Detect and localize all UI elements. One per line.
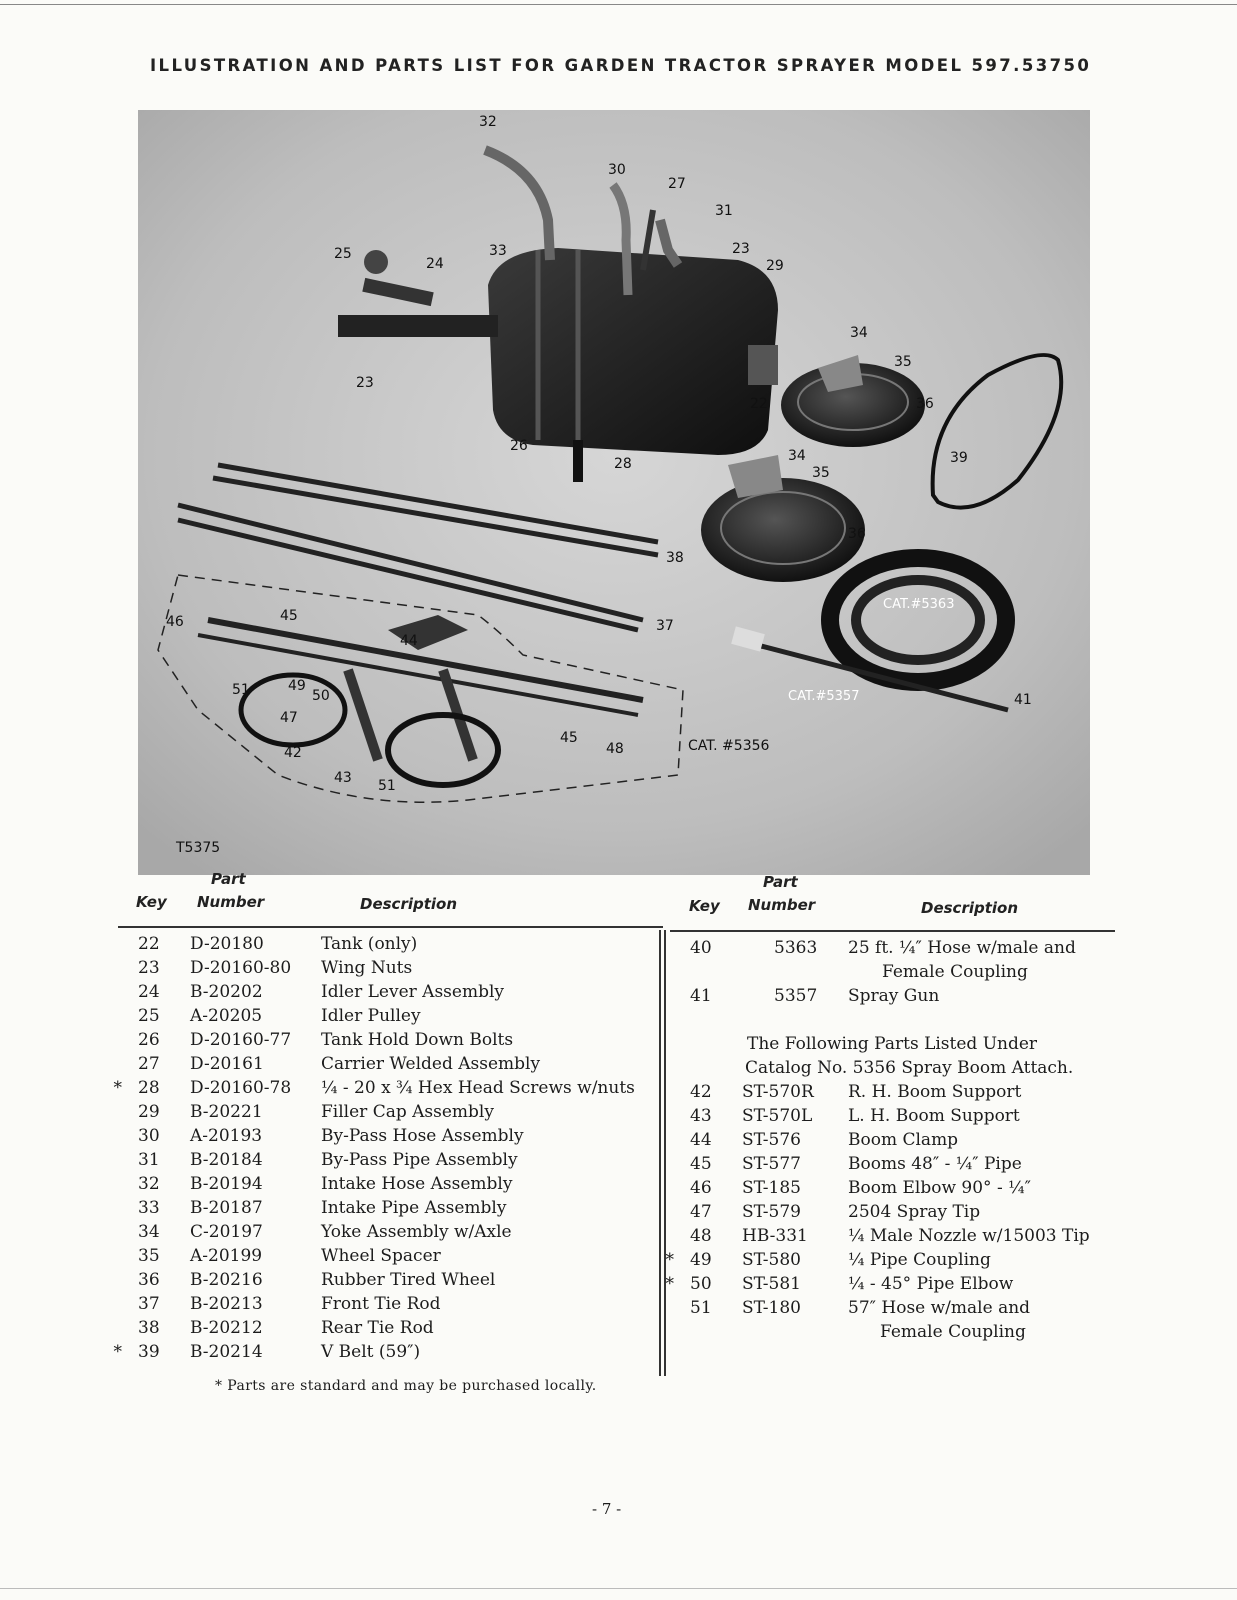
callout-27: 27	[668, 176, 686, 192]
table-row: * 50 ST-581 ¼ - 45° Pipe Elbow	[665, 1274, 1014, 1294]
right-parts-list-top	[690, 936, 1110, 1008]
callout-39: 39	[950, 450, 968, 466]
page-title: ILLUSTRATION AND PARTS LIST FOR GARDEN TRACTOR SPRAYER MODEL 597.53750	[150, 56, 1092, 75]
table-row: 31 B-20184 By-Pass Pipe Assembly	[138, 1150, 518, 1170]
callout-23-left: 23	[356, 375, 374, 391]
left-header-number: Number	[197, 893, 265, 911]
table-row: 42 ST-570R R. H. Boom Support	[690, 1082, 1022, 1102]
table-row: * 39 B-20214 V Belt (59″)	[113, 1342, 421, 1362]
table-row: 45 ST-577 Booms 48″ - ¼″ Pipe	[690, 1154, 1022, 1174]
table-row: 30 A-20193 By-Pass Hose Assembly	[138, 1126, 524, 1146]
callout-35-low: 35	[812, 465, 830, 481]
callout-36-top: 36	[916, 396, 934, 412]
right-header-rule	[670, 930, 1115, 932]
catalog-label-5357: CAT.#5357	[788, 689, 860, 704]
callout-34-top: 34	[850, 325, 868, 341]
right-header-description: Description	[921, 899, 1019, 917]
table-row: 43 ST-570L L. H. Boom Support	[690, 1106, 1020, 1126]
table-row: 23 D-20160-80 Wing Nuts	[138, 958, 413, 978]
column-divider-a	[659, 930, 661, 1376]
table-row: 47 ST-579 2504 Spray Tip	[690, 1202, 981, 1222]
callout-36-low: 36	[848, 526, 866, 542]
table-row-continuation: Female Coupling	[882, 962, 1028, 982]
table-row: 32 B-20194 Intake Hose Assembly	[138, 1174, 513, 1194]
callout-51-low: 51	[378, 778, 396, 794]
callout-49: 49	[288, 678, 306, 694]
callout-47: 47	[280, 710, 298, 726]
table-row: 22 D-20180 Tank (only)	[138, 934, 418, 954]
left-header-rule	[118, 926, 663, 928]
callout-45-top: 45	[280, 608, 298, 624]
bottom-border	[0, 1588, 1237, 1589]
callout-31: 31	[715, 203, 733, 219]
left-header-description: Description	[360, 895, 458, 913]
right-header-number: Number	[748, 896, 816, 914]
callout-43: 43	[334, 770, 352, 786]
table-row: 24 B-20202 Idler Lever Assembly	[138, 982, 504, 1002]
callout-35-top: 35	[894, 354, 912, 370]
catalog-label-5363: CAT.#5363	[883, 597, 955, 612]
table-row-continuation: Female Coupling	[880, 1322, 1026, 1342]
photo-background	[138, 110, 1090, 875]
right-header-key: Key	[689, 897, 720, 915]
footnote: * Parts are standard and may be purchased locally.	[215, 1378, 597, 1394]
table-row: 40 5363 25 ft. ¼″ Hose w/male and	[690, 938, 1076, 958]
callout-38: 38	[666, 550, 684, 566]
left-parts-list	[113, 932, 653, 1364]
callout-32: 32	[479, 114, 497, 130]
table-row: 35 A-20199 Wheel Spacer	[138, 1246, 441, 1266]
table-row: 25 A-20205 Idler Pulley	[138, 1006, 421, 1026]
catalog-label-5356: CAT. #5356	[688, 738, 770, 754]
callout-41: 41	[1014, 692, 1032, 708]
table-row: 36 B-20216 Rubber Tired Wheel	[138, 1270, 496, 1290]
left-header-part: Part	[211, 870, 246, 888]
right-parts-list-bottom	[665, 1080, 1110, 1344]
column-divider-b	[664, 930, 666, 1376]
table-row: * 28 D-20160-78 ¼ - 20 x ¾ Hex Head Screws w/nuts	[113, 1078, 635, 1098]
table-row: 29 B-20221 Filler Cap Assembly	[138, 1102, 494, 1122]
table-row: 34 C-20197 Yoke Assembly w/Axle	[138, 1222, 512, 1242]
parts-illustration	[138, 110, 1090, 875]
photo-id: T5375	[176, 840, 221, 856]
catalog-note-line-1: The Following Parts Listed Under	[747, 1034, 1038, 1054]
callout-34-low: 34	[788, 448, 806, 464]
callout-45-low: 45	[560, 730, 578, 746]
table-row: 48 HB-331 ¼ Male Nozzle w/15003 Tip	[690, 1226, 1090, 1246]
callout-24: 24	[426, 256, 444, 272]
left-header-key: Key	[136, 893, 167, 911]
table-row: 37 B-20213 Front Tie Rod	[138, 1294, 441, 1314]
illustration-svg	[138, 110, 1090, 875]
table-row: 38 B-20212 Rear Tie Rod	[138, 1318, 434, 1338]
callout-26: 26	[510, 438, 528, 454]
table-row: 27 D-20161 Carrier Welded Assembly	[138, 1054, 541, 1074]
table-row: 26 D-20160-77 Tank Hold Down Bolts	[138, 1030, 514, 1050]
table-row: 46 ST-185 Boom Elbow 90° - ¼″	[690, 1178, 1031, 1198]
callout-46: 46	[166, 614, 184, 630]
callout-44: 44	[400, 633, 418, 649]
callout-37: 37	[656, 618, 674, 634]
table-row: 51 ST-180 57″ Hose w/male and	[690, 1298, 1031, 1318]
top-border	[0, 4, 1237, 5]
page-number: - 7 -	[592, 1500, 622, 1518]
callout-48: 48	[606, 741, 624, 757]
table-row: 44 ST-576 Boom Clamp	[690, 1130, 959, 1150]
callout-42: 42	[284, 745, 302, 761]
callout-28: 28	[614, 456, 632, 472]
callout-51-left: 51	[232, 682, 250, 698]
table-row: 33 B-20187 Intake Pipe Assembly	[138, 1198, 507, 1218]
table-row: 41 5357 Spray Gun	[690, 986, 940, 1006]
callout-29: 29	[766, 258, 784, 274]
callout-50: 50	[312, 688, 330, 704]
callout-30: 30	[608, 162, 626, 178]
table-row: * 49 ST-580 ¼ Pipe Coupling	[665, 1250, 991, 1270]
right-header-part: Part	[763, 873, 798, 891]
callout-22: 22	[750, 396, 768, 412]
callout-23-top: 23	[732, 241, 750, 257]
callout-33: 33	[489, 243, 507, 259]
catalog-note-line-2: Catalog No. 5356 Spray Boom Attach.	[745, 1058, 1074, 1078]
callout-25: 25	[334, 246, 352, 262]
